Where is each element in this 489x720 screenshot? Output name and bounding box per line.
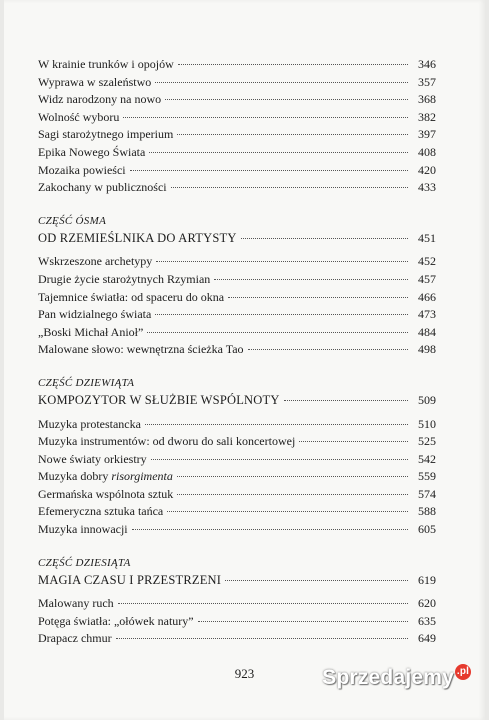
dot-leader	[145, 424, 408, 425]
dot-leader	[214, 279, 408, 280]
toc-entry-page: 620	[418, 596, 436, 611]
dot-leader	[132, 529, 408, 530]
dot-leader	[225, 580, 408, 581]
toc-entry-title: Efemeryczna sztuka tańca	[38, 504, 164, 519]
toc-entry-title: Drapacz chmur	[38, 631, 112, 646]
dot-leader	[228, 297, 408, 298]
toc-entry-title: Muzyka instrumentów: od dworu do sali koncertowej	[38, 434, 296, 449]
toc-entry-page: 525	[418, 434, 436, 449]
toc-entry-page: 559	[418, 469, 436, 484]
page-number: 923	[234, 666, 255, 681]
toc-entry-page: 457	[418, 271, 436, 286]
toc-entry	[38, 126, 436, 144]
toc-entry	[38, 144, 436, 162]
toc-entry-title: Wyprawa w szaleństwo	[38, 74, 152, 89]
toc-entry-title: Mozaika powieści	[38, 162, 126, 177]
table-of-contents	[38, 56, 436, 648]
part-label: CZĘŚĆ DZIEWIĄTA	[38, 376, 135, 389]
part-title	[38, 572, 436, 590]
dot-leader	[156, 261, 408, 262]
toc-entry-page: 574	[418, 486, 436, 501]
toc-entry-title: Zakochany w publiczności	[38, 180, 167, 195]
toc-entry-page: 357	[418, 74, 436, 89]
toc-entry	[38, 451, 436, 469]
spacer	[38, 359, 436, 375]
dot-leader	[165, 99, 408, 100]
toc-entry	[38, 521, 436, 539]
toc-entry	[38, 630, 436, 648]
toc-entry-page: 473	[418, 307, 436, 322]
dot-leader	[284, 400, 408, 401]
toc-entry-title: OD RZEMIEŚLNIKA DO ARTYSTY	[38, 230, 237, 245]
toc-entry	[38, 306, 436, 324]
toc-entry-title: Germańska wspólnota sztuk	[38, 486, 174, 501]
toc-entry-page: 605	[418, 522, 436, 537]
toc-entry-page: 420	[418, 162, 436, 177]
part-label: CZĘŚĆ DZIESIĄTA	[38, 556, 131, 569]
toc-entry-title: Sagi starożytnego imperium	[38, 127, 174, 142]
toc-entry-title: Nowe światy orkiestry	[38, 451, 147, 466]
dot-leader	[178, 64, 408, 65]
dot-leader	[198, 621, 408, 622]
toc-entry-page: 466	[418, 289, 436, 304]
toc-entry	[38, 324, 436, 342]
toc-entry	[38, 468, 436, 486]
dot-leader	[177, 476, 408, 477]
toc-entry-page: 382	[418, 109, 436, 124]
toc-entry	[38, 613, 436, 631]
spacer	[38, 539, 436, 555]
toc-entry-title: „Boski Michał Anioł”	[38, 324, 144, 339]
dot-leader	[149, 152, 408, 153]
toc-entry-title: Muzyka protestancka	[38, 416, 141, 431]
toc-entry	[38, 289, 436, 307]
toc-entry-title: Tajemnice światła: od spaceru do okna	[38, 289, 225, 304]
dot-leader	[147, 332, 408, 333]
toc-entry-page: 451	[418, 230, 436, 245]
toc-entry-title: Epika Nowego Świata	[38, 144, 146, 159]
toc-entry	[38, 416, 436, 434]
toc-entry	[38, 271, 436, 289]
toc-entry	[38, 486, 436, 504]
toc-entry	[38, 179, 436, 197]
toc-entry	[38, 162, 436, 180]
dot-leader	[155, 314, 408, 315]
toc-entry-title: Wskrzeszone archetypy	[38, 254, 153, 269]
toc-entry-page: 408	[418, 144, 436, 159]
toc-entry-page: 509	[418, 392, 436, 407]
toc-entry-title: Wolność wyboru	[38, 109, 120, 124]
dot-leader	[299, 441, 408, 442]
toc-entry-title: Pan widzialnego świata	[38, 307, 152, 322]
toc-entry-title: Potęga światła: „ołówek natury”	[38, 613, 194, 628]
toc-entry-page: 452	[418, 254, 436, 269]
toc-entry-page: 619	[418, 572, 436, 587]
toc-entry-page: 346	[418, 57, 436, 71]
toc-entry	[38, 433, 436, 451]
dot-leader	[171, 187, 408, 188]
toc-entry	[38, 56, 436, 74]
toc-entry-title: W krainie trunków i opojów	[38, 57, 174, 71]
book-page	[4, 0, 485, 720]
dot-leader	[155, 82, 408, 83]
toc-entry-title: MAGIA CZASU I PRZESTRZENI	[38, 572, 222, 587]
watermark-badge: .pl	[455, 664, 471, 680]
toc-entry-title: Malowany ruch	[38, 596, 114, 611]
dot-leader	[241, 238, 408, 239]
toc-entry	[38, 91, 436, 109]
dot-leader	[123, 117, 408, 118]
toc-entry-page: 484	[418, 324, 436, 339]
toc-entry	[38, 595, 436, 613]
dot-leader	[177, 494, 408, 495]
toc-entry-page: 635	[418, 613, 436, 628]
spacer	[38, 197, 436, 213]
dot-leader	[130, 170, 408, 171]
watermark-logo	[322, 666, 471, 690]
toc-entry-title: Muzyka innowacji	[38, 522, 128, 537]
toc-entry-page: 433	[418, 180, 436, 195]
toc-entry-title: Drugie życie starożytnych Rzymian	[38, 271, 211, 286]
watermark-text: Sprzedajemy	[322, 666, 454, 689]
part-title	[38, 392, 436, 410]
dot-leader	[151, 459, 408, 460]
toc-entry	[38, 253, 436, 271]
dot-leader	[177, 134, 408, 135]
toc-entry-title: KOMPOZYTOR W SŁUŻBIE WSPÓLNOTY	[38, 392, 280, 407]
toc-entry-page: 397	[418, 127, 436, 142]
part-label: CZĘŚĆ ÓSMA	[38, 214, 107, 227]
toc-entry-page: 542	[418, 451, 436, 466]
toc-entry-page: 510	[418, 416, 436, 431]
toc-entry-page: 649	[418, 631, 436, 646]
dot-leader	[248, 349, 408, 350]
dot-leader	[116, 638, 408, 639]
dot-leader	[118, 603, 408, 604]
toc-entry-page: 588	[418, 504, 436, 519]
toc-entry	[38, 503, 436, 521]
toc-entry-title: Muzyka dobry risorgimenta	[38, 469, 173, 484]
toc-entry-title: Malowane słowo: wewnętrzna ścieżka Tao	[38, 342, 244, 357]
toc-entry-title: Widz narodzony na nowo	[38, 92, 162, 107]
dot-leader	[167, 511, 408, 512]
toc-entry-page: 368	[418, 92, 436, 107]
toc-entry	[38, 341, 436, 359]
toc-entry-page: 498	[418, 342, 436, 357]
toc-entry	[38, 109, 436, 127]
part-title	[38, 230, 436, 248]
toc-entry	[38, 74, 436, 92]
